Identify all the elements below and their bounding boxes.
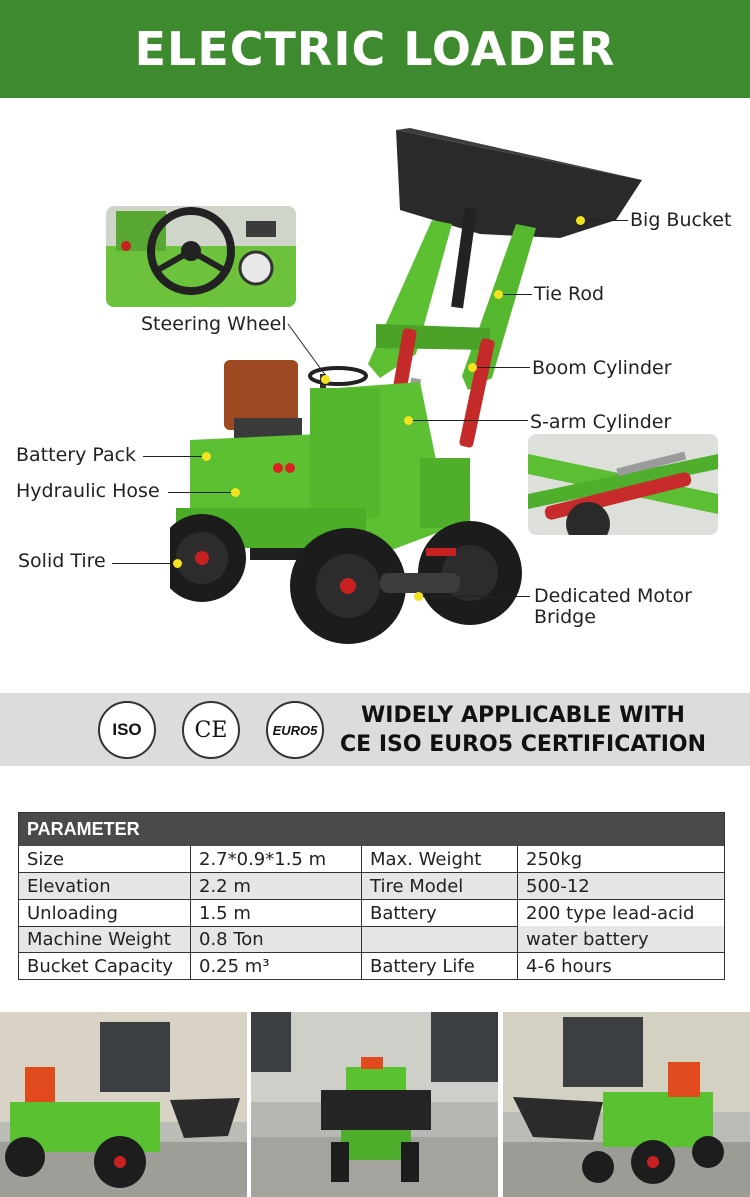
euro5-badge-icon: EURO5 xyxy=(266,701,324,759)
table-cell: Machine Weight xyxy=(27,928,171,950)
s-arm-cylinder-label: S-arm Cylinder xyxy=(530,411,672,433)
table-cell: Battery Life xyxy=(370,955,475,977)
table-cell: Unloading xyxy=(27,902,118,924)
s-arm-cylinder-callout-dot xyxy=(404,416,413,425)
parameter-table-body xyxy=(19,846,724,979)
table-cell: 0.25 m³ xyxy=(199,955,270,977)
parameter-table-header: PARAMETER xyxy=(19,813,724,846)
hydraulic-hose-label: Hydraulic Hose xyxy=(16,480,160,502)
table-cell: 0.8 Ton xyxy=(199,928,264,950)
table-cell: Size xyxy=(27,848,64,870)
loader-photo-side xyxy=(0,1012,247,1197)
motor-bridge-label-line1: Dedicated Motor xyxy=(534,585,692,607)
table-cell: 4-6 hours xyxy=(526,955,612,977)
tie-rod-leader xyxy=(500,294,532,295)
table-cell: Battery xyxy=(370,902,437,924)
loader-photo-angle xyxy=(503,1012,750,1197)
page-header xyxy=(0,0,750,98)
table-cell: Elevation xyxy=(27,875,111,897)
ce-badge-icon: CE xyxy=(182,701,240,759)
hydraulic-hose-callout-dot xyxy=(231,488,240,497)
certification-line1: WIDELY APPLICABLE WITH xyxy=(361,703,685,728)
table-cell: 250kg xyxy=(526,848,583,870)
s-arm-cylinder-leader xyxy=(410,420,528,421)
solid-tire-callout-dot xyxy=(173,559,182,568)
motor-bridge-leader xyxy=(420,596,530,597)
page-title: ELECTRIC LOADER xyxy=(134,22,616,76)
loader-diagram xyxy=(0,98,750,693)
table-cell: water battery xyxy=(526,928,649,950)
certification-line2: CE ISO EURO5 CERTIFICATION xyxy=(339,732,707,757)
table-cell: 500-12 xyxy=(526,875,590,897)
big-bucket-callout-dot xyxy=(576,216,585,225)
table-cell: 1.5 m xyxy=(199,902,251,924)
hydraulic-hose-leader xyxy=(168,492,232,493)
boom-cylinder-label: Boom Cylinder xyxy=(532,357,672,379)
solid-tire-label: Solid Tire xyxy=(18,550,106,572)
table-cell: Max. Weight xyxy=(370,848,482,870)
loader-illustration xyxy=(170,128,650,648)
motor-bridge-label-line2: Bridge xyxy=(534,606,596,628)
iso-badge-icon: ISO xyxy=(98,701,156,759)
battery-pack-label: Battery Pack xyxy=(16,444,137,466)
motor-bridge-callout-dot xyxy=(414,592,423,601)
solid-tire-leader xyxy=(112,563,174,564)
table-cell: Tire Model xyxy=(370,875,464,897)
tie-rod-callout-dot xyxy=(494,290,503,299)
table-cell: 2.2 m xyxy=(199,875,251,897)
big-bucket-leader xyxy=(582,220,628,221)
battery-pack-callout-dot xyxy=(202,452,211,461)
table-cell: Bucket Capacity xyxy=(27,955,173,977)
battery-pack-leader xyxy=(143,456,203,457)
table-cell: 200 type lead-acid xyxy=(526,902,695,924)
loader-photo-front xyxy=(251,1012,498,1197)
parameter-table xyxy=(18,812,725,980)
big-bucket-label: Big Bucket xyxy=(630,209,732,231)
table-cell: 2.7*0.9*1.5 m xyxy=(199,848,327,870)
certification-text xyxy=(338,701,708,759)
steering-wheel-leader xyxy=(286,322,336,382)
certification-band xyxy=(0,693,750,766)
steering-wheel-callout-dot xyxy=(321,375,330,384)
tie-rod-label: Tie Rod xyxy=(534,283,605,305)
boom-cylinder-callout-dot xyxy=(468,363,477,372)
steering-wheel-label: Steering Wheel xyxy=(141,313,287,335)
boom-cylinder-leader xyxy=(474,367,530,368)
